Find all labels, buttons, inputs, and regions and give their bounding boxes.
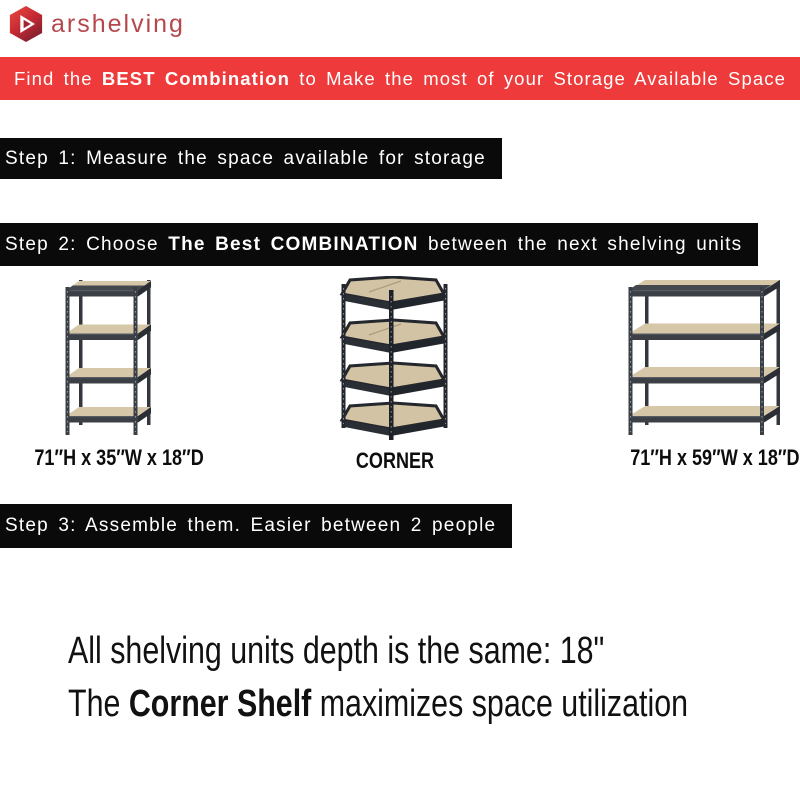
footer-line-2-suffix: maximizes space utilization (311, 683, 689, 725)
step-2-banner (0, 223, 758, 266)
product-figure-wide (614, 277, 800, 471)
step-2-text-prefix: Step 2: Choose (5, 234, 169, 255)
product-label-wide: 71′′H x 59′′W x 18′′D (630, 445, 800, 470)
shelf-wide-boards (629, 280, 780, 423)
brand-logo (8, 5, 185, 43)
shelf-wide-image (625, 277, 783, 443)
shelf-wide-back-posts (645, 280, 780, 425)
shelf-narrow-back-posts (79, 280, 151, 425)
shelf-narrow-image (62, 277, 157, 443)
brand-wordmark: arshelving (51, 9, 185, 38)
step-2-text-suffix: between the next shelving units (418, 234, 743, 255)
product-figure-narrow (18, 277, 204, 471)
step-1-banner (0, 138, 502, 179)
hero-banner (0, 57, 800, 100)
product-label-narrow: 71′′H x 35′′W x 18′′D (34, 445, 204, 470)
footer-line-1: All shelving units depth is the same: 18" (68, 630, 605, 672)
step-1-text: Step 1: Measure the space available for storage (5, 148, 486, 169)
step-3-text: Step 3: Assemble them. Easier between 2 people (5, 515, 497, 536)
shelf-narrow-boards (66, 281, 151, 423)
step-2-text-bold: The Best COMBINATION (168, 234, 419, 255)
step-3-banner (0, 504, 512, 548)
brand-logo-icon (8, 5, 44, 43)
shelf-corner-image (339, 276, 451, 446)
footer-line-2 (68, 685, 688, 723)
hero-text-suffix: to Make the most of your Storage Available Space (289, 68, 787, 89)
footer-line-2-bold: Corner Shelf (128, 683, 312, 725)
product-label-corner: CORNER (355, 448, 435, 473)
hero-text-bold: BEST Combination (101, 68, 290, 89)
footer-line-2-prefix: The (68, 683, 129, 725)
hero-text-prefix: Find the (13, 68, 102, 89)
product-figure-corner (332, 276, 458, 474)
